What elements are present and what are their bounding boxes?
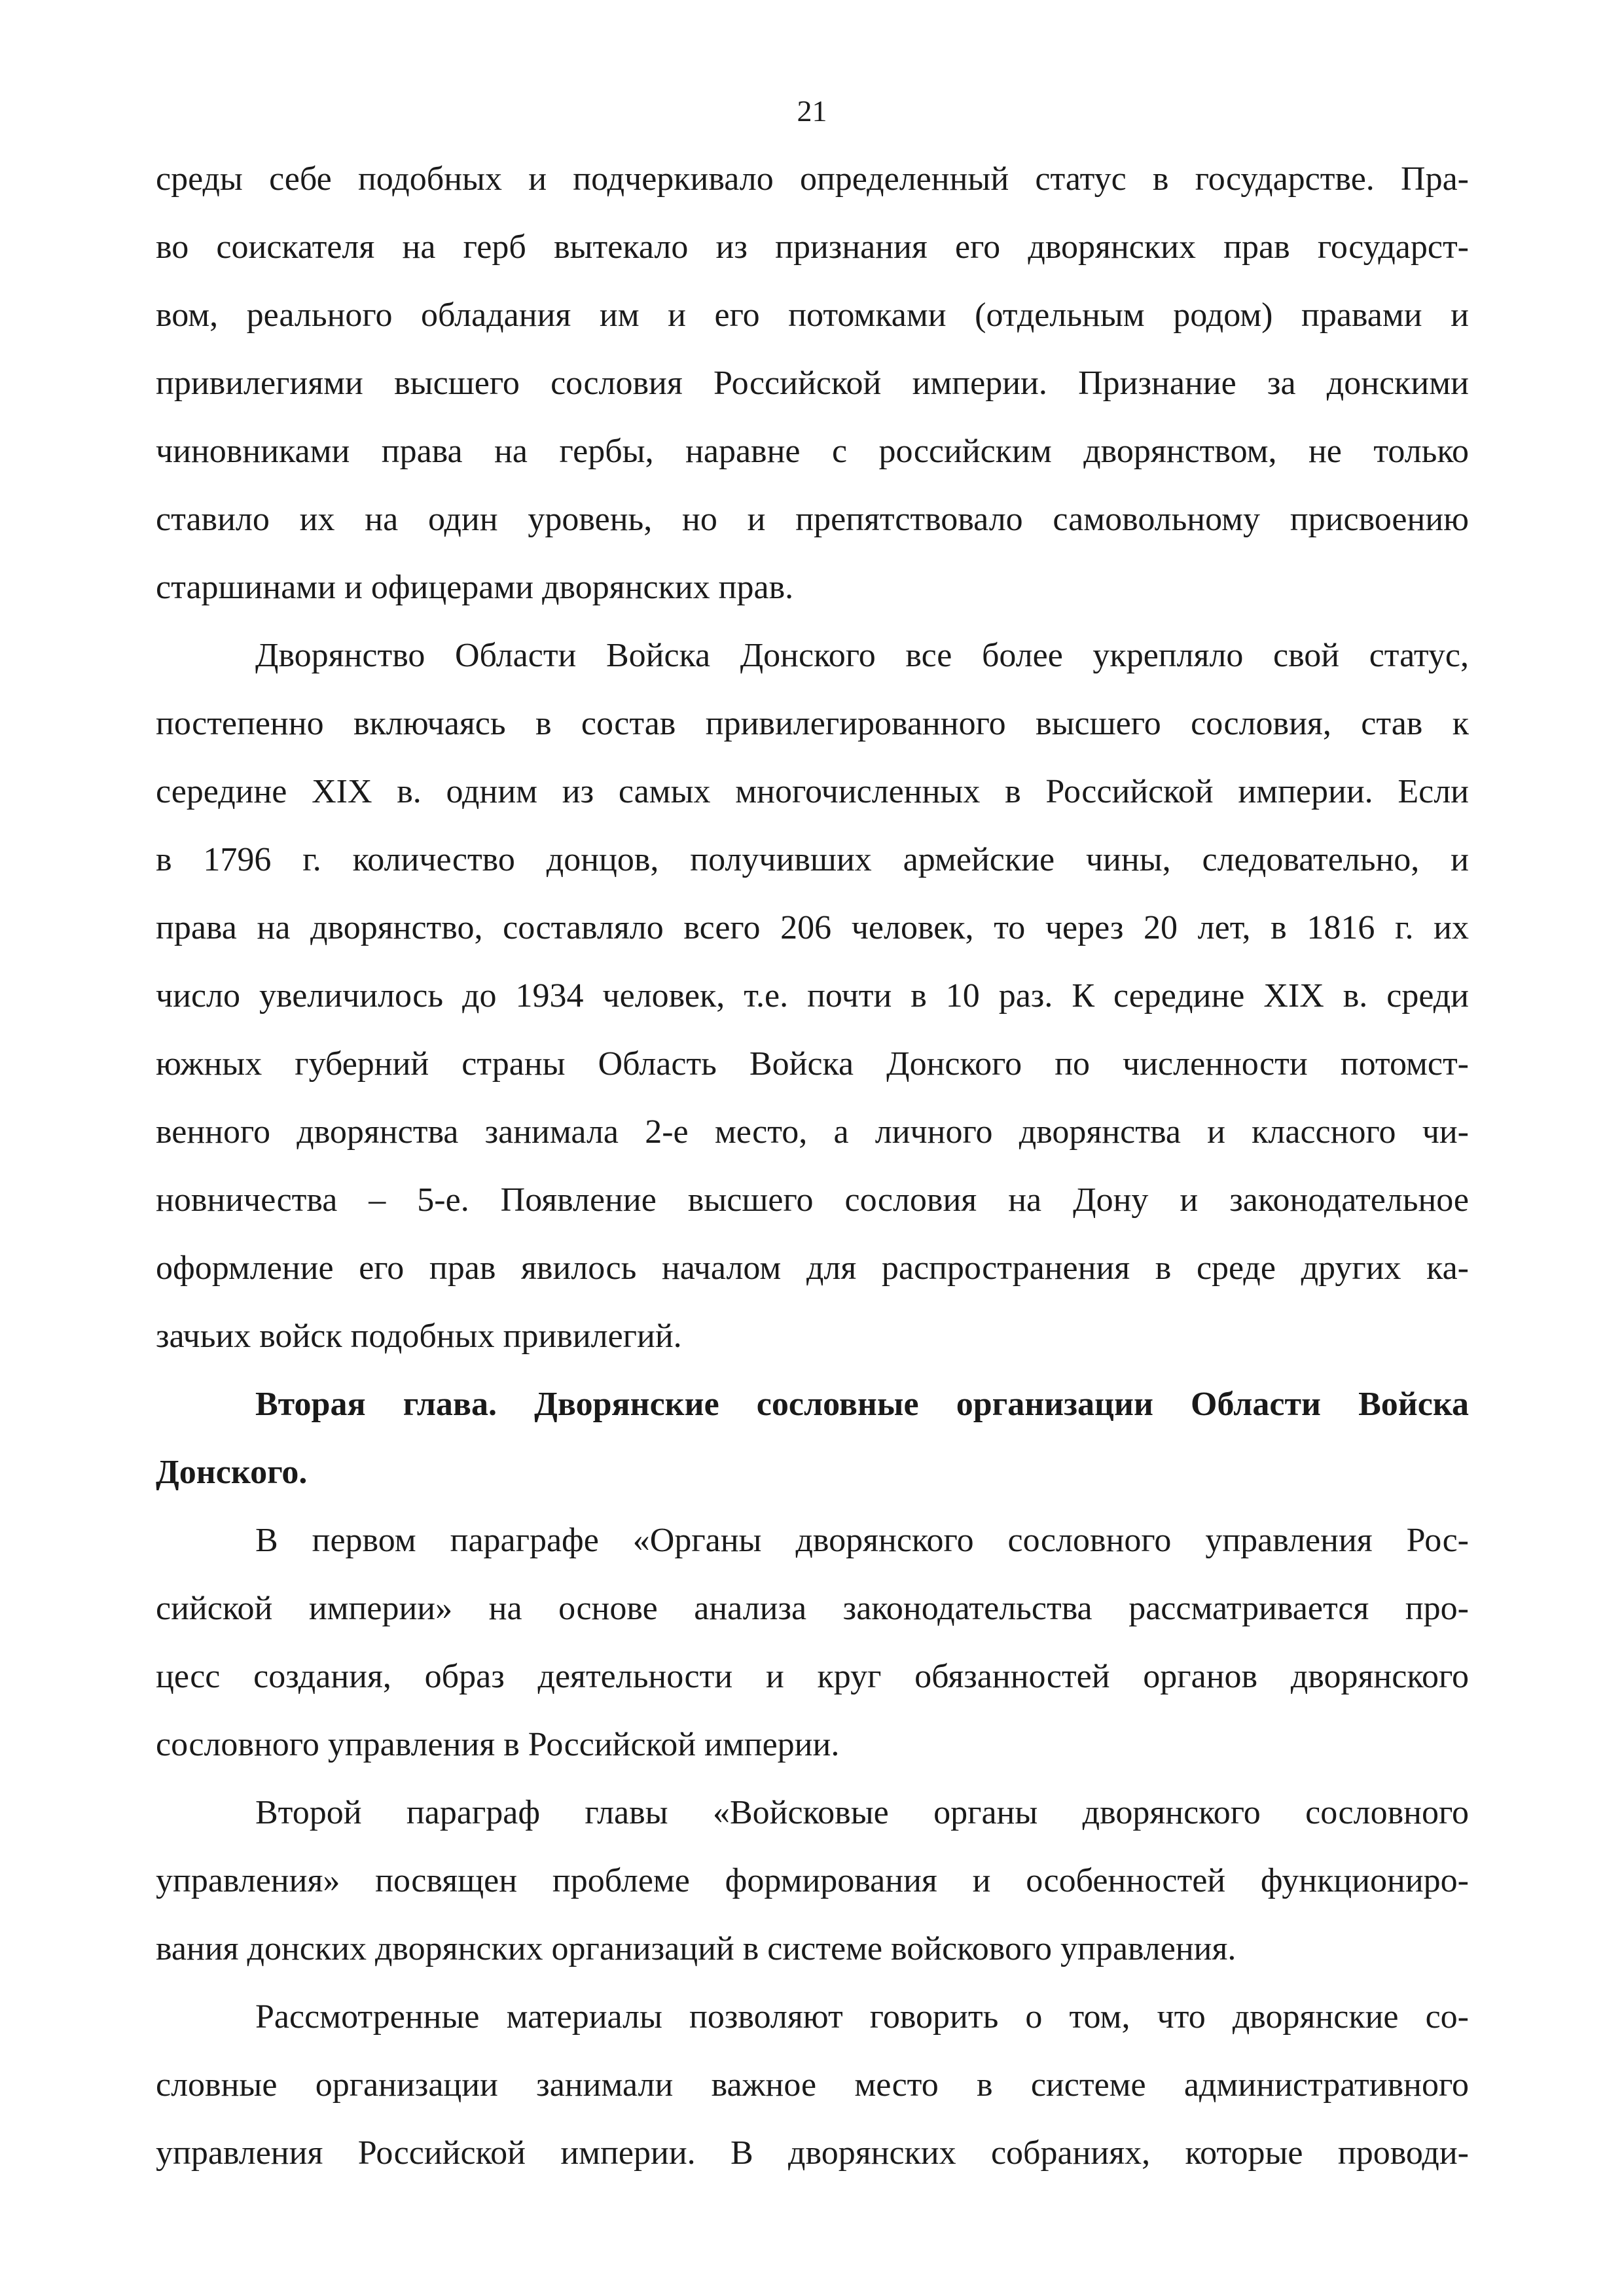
text-line: в 1796 г. количество донцов, получивших армейские чины, следовательно, и — [156, 841, 1469, 878]
text-line: вания донских дворянских организаций в системе войскового управления. — [156, 1930, 1236, 1967]
paragraph-1 — [156, 145, 1469, 622]
page-number: 21 — [797, 94, 827, 128]
text-line: управления Российской империи. В дворянских собраниях, которые проводи- — [156, 2134, 1469, 2172]
text-line: ставило их на один уровень, но и препятствовало самовольному присвоению — [156, 501, 1469, 538]
text-line: цесс создания, образ деятельности и круг обязанностей органов дворянского — [156, 1658, 1469, 1695]
text-line: В первом параграфе «Органы дворянского сословного управления Рос- — [255, 1522, 1469, 1559]
heading-line: Вторая глава. Дворянские сословные организации Области Войска — [255, 1386, 1469, 1423]
page-body — [156, 145, 1469, 2187]
text-line: середине XIX в. одним из самых многочисленных в Российской империи. Если — [156, 773, 1469, 810]
text-line: словные организации занимали важное место в системе административного — [156, 2066, 1469, 2104]
text-line: зачьих войск подобных привилегий. — [156, 1318, 682, 1355]
paragraph-3 — [156, 1507, 1469, 1779]
text-line: сийской империи» на основе анализа законодательства рассматривается про- — [156, 1590, 1469, 1627]
text-line: постепенно включаясь в состав привилегированного высшего сословия, став к — [156, 705, 1469, 742]
text-line: привилегиями высшего сословия Российской империи. Признание за донскими — [156, 365, 1469, 402]
text-line: среды себе подобных и подчеркивало определенный статус в государстве. Пра- — [156, 160, 1469, 198]
chapter-heading — [156, 1371, 1469, 1507]
heading-line: Донского. — [156, 1454, 308, 1491]
text-line: новничества – 5-е. Появление высшего сословия на Дону и законодательное — [156, 1181, 1469, 1219]
text-line: Рассмотренные материалы позволяют говорить о том, что дворянские со- — [255, 1998, 1469, 2036]
text-line: чиновниками права на гербы, наравне с российским дворянством, не только — [156, 433, 1469, 470]
paragraph-2 — [156, 622, 1469, 1371]
text-line: права на дворянство, составляло всего 206 человек, то через 20 лет, в 1816 г. их — [156, 909, 1469, 946]
text-line: Дворянство Области Войска Донского все более укрепляло свой статус, — [255, 637, 1469, 674]
text-line: старшинами и офицерами дворянских прав. — [156, 569, 794, 606]
text-line: вом, реального обладания им и его потомками (отдельным родом) правами и — [156, 296, 1469, 334]
text-line: сословного управления в Российской империи. — [156, 1726, 840, 1763]
text-line: оформление его прав явилось началом для распространения в среде других ка- — [156, 1249, 1469, 1287]
text-line: управления» посвящен проблеме формирования и особенностей функциониро- — [156, 1862, 1469, 1899]
paragraph-5 — [156, 1983, 1469, 2187]
paragraph-4 — [156, 1779, 1469, 1983]
text-line: южных губерний страны Область Войска Донского по численности потомст- — [156, 1045, 1469, 1083]
text-line: венного дворянства занимала 2-е место, а личного дворянства и классного чи- — [156, 1113, 1469, 1151]
text-line: число увеличилось до 1934 человек, т.е. почти в 10 раз. К середине XIX в. среди — [156, 977, 1469, 1014]
text-line: во соискателя на герб вытекало из признания его дворянских прав государст- — [156, 228, 1469, 266]
text-line: Второй параграф главы «Войсковые органы дворянского сословного — [255, 1794, 1469, 1831]
